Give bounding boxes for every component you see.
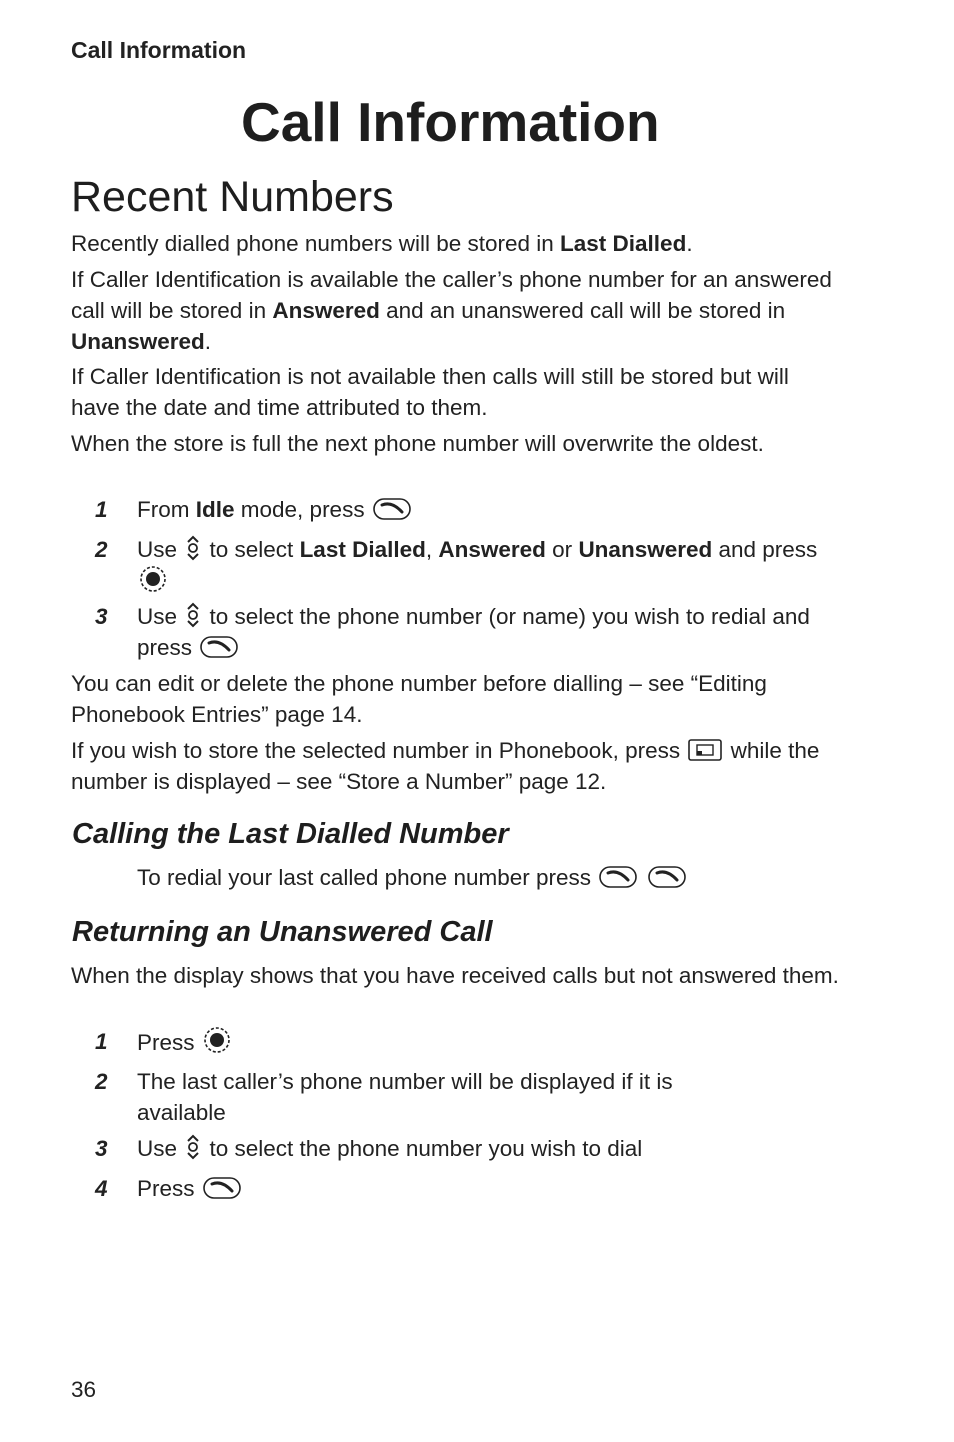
term-last-dialled: Last Dialled — [299, 537, 426, 562]
text: . — [204, 329, 212, 354]
text: If Caller Identification is available the caller’s phone number for an answered call will be stored in — [71, 267, 832, 323]
term-idle: Idle — [195, 497, 235, 522]
paragraph-no-caller-id: If Caller Identification is not available then calls will still be stored but will have the date and time attributed to them. — [71, 364, 789, 420]
text: Use — [137, 537, 184, 562]
text: . — [686, 231, 693, 256]
navigation-key-icon — [185, 602, 201, 628]
step-text — [137, 494, 847, 525]
text: Use — [137, 604, 184, 629]
page-number: 36 — [71, 1377, 97, 1402]
paragraph-last-dialled — [71, 228, 841, 259]
step-text — [137, 534, 847, 597]
step-number: 4 — [95, 1176, 108, 1201]
heading-returning-unanswered: Returning an Unanswered Call — [72, 916, 493, 948]
text: and press — [712, 537, 818, 562]
text: and an unanswered call will be stored in — [379, 298, 786, 323]
navigation-key-icon — [185, 535, 201, 561]
paragraph-store-phonebook — [71, 735, 841, 797]
talk-key-icon — [203, 1176, 241, 1200]
text: To redial your last called phone number press — [137, 865, 598, 890]
step-text: The last caller’s phone number will be displayed if it is available — [137, 1069, 673, 1125]
paragraph-caller-id — [71, 264, 841, 357]
paragraph-store-full: When the store is full the next phone number will overwrite the oldest. — [71, 431, 764, 456]
text: From — [137, 497, 196, 522]
talk-key-icon — [200, 635, 238, 659]
step-text — [137, 1133, 847, 1164]
text: Recently dialled phone numbers will be stored in — [71, 231, 561, 256]
term-unanswered: Unanswered — [578, 537, 713, 562]
text: to select the phone number you wish to dial — [203, 1136, 643, 1161]
text: Press — [137, 1030, 201, 1055]
step-number: 1 — [95, 497, 108, 522]
step-number: 2 — [95, 1069, 108, 1094]
text: , — [425, 537, 439, 562]
text: Use — [137, 1136, 184, 1161]
talk-key-icon — [373, 497, 411, 521]
text: while the number is displayed – see “Store a Number” page 12. — [71, 738, 820, 794]
ok-key-icon — [203, 1026, 231, 1054]
term-unanswered: Unanswered — [71, 329, 205, 354]
navigation-key-icon — [185, 1134, 201, 1160]
step-number: 1 — [95, 1029, 108, 1054]
paragraph-redial — [137, 862, 688, 893]
ok-key-icon — [139, 565, 167, 593]
text: to select the phone number (or name) you wish to redial and press — [137, 604, 810, 660]
talk-key-icon — [648, 865, 686, 889]
step-number: 2 — [95, 537, 108, 562]
step-number: 3 — [95, 604, 108, 629]
step-number: 3 — [95, 1136, 108, 1161]
term-answered: Answered — [438, 537, 546, 562]
text: or — [545, 537, 579, 562]
talk-key-icon — [599, 865, 637, 889]
text: If you wish to store the selected number in Phonebook, press — [71, 738, 687, 763]
heading-calling-last-dialled: Calling the Last Dialled Number — [72, 818, 509, 850]
phonebook-key-icon — [688, 738, 722, 762]
text: to select — [203, 537, 300, 562]
running-head: Call Information — [71, 37, 247, 63]
section-heading-recent-numbers: Recent Numbers — [71, 173, 394, 221]
paragraph-edit-number: You can edit or delete the phone number before dialling – see “Editing Phonebook Entries” page 14. — [71, 671, 767, 727]
step-text — [137, 1173, 847, 1204]
step-text — [137, 1026, 847, 1058]
step-text — [137, 601, 847, 663]
text: Press — [137, 1176, 201, 1201]
term-answered: Answered — [272, 298, 380, 323]
text: mode, press — [234, 497, 371, 522]
term-last-dialled: Last Dialled — [560, 231, 687, 256]
paragraph-received-calls: When the display shows that you have received calls but not answered them. — [71, 963, 839, 988]
page-title: Call Information — [241, 91, 660, 153]
